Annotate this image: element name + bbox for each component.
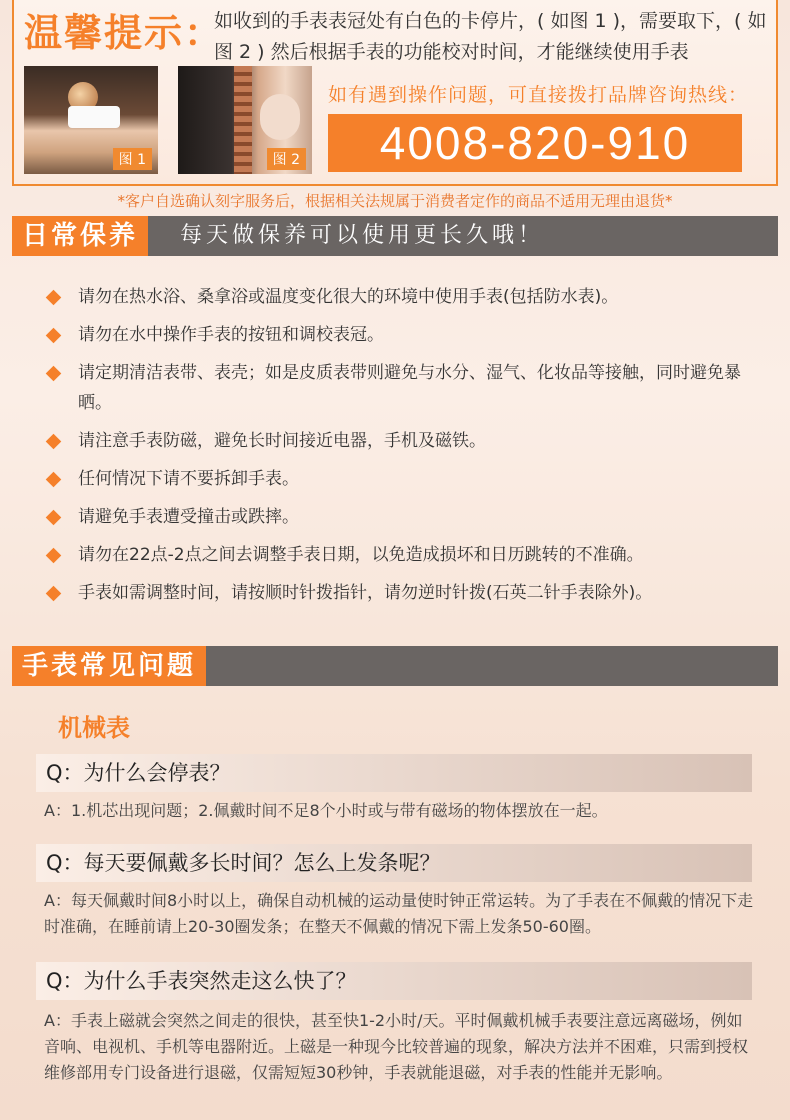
diamond-bullet-icon [46,366,62,382]
list-item: 请注意手表防磁，避免长时间接近电器，手机及磁铁。 [46,426,766,456]
list-item: 请勿在热水浴、桑拿浴或温度变化很大的环境中使用手表(包括防水表)。 [46,282,766,312]
list-item: 请勿在22点-2点之间去调整手表日期，以免造成损坏和日历跳转的不准确。 [46,540,766,570]
list-item: 请勿在水中操作手表的按钮和调校表冠。 [46,320,766,350]
faq-question: Q：为什么会停表？ [36,754,752,792]
faq-question: Q：为什么手表突然走这么快了？ [36,962,752,1000]
hotline-label: 如有遇到操作问题，可直接拨打品牌咨询热线： [328,84,749,106]
care-subtitle: 每天做保养可以使用更长久哦！ [180,223,545,248]
photo1-caption: 图 1 [113,148,152,170]
diamond-bullet-icon [46,328,62,344]
faq-header-tag: 手表常见问题 [12,646,206,686]
notice-title: 温馨提示： [24,11,225,55]
finger-image [260,94,300,140]
diamond-bullet-icon [46,548,62,564]
hotline-number[interactable]: 4008-820-910 [328,114,742,172]
disclaimer: *客户自选确认刻字服务后，根据相关法规属于消费者定作的商品不适用无理由退货* [117,192,673,210]
white-clip-image [68,106,120,128]
notice-text: 如收到的手表表冠处有白色的卡停片，( 如图 1 )，需要取下，( 如图 2 ) 然后根据手表的功能校对时间，才能继续使用手表 [214,10,767,63]
faq-answer: A：每天佩戴时间8小时以上，确保自动机械的运动量使时钟正常运转。为了手表在不佩戴的情况下走时准确，在睡前请上20-30圈发条；在整天不佩戴的情况下需上发条50-60圈。 [44,891,754,936]
list-item: 请避免手表遭受撞击或跌摔。 [46,502,766,532]
photo-remove-clip [178,66,312,174]
diamond-bullet-icon [46,472,62,488]
photo2-caption: 图 2 [267,148,306,170]
list-item: 手表如需调整时间，请按顺时针拨指针，请勿逆时针拨(石英二针手表除外)。 [46,578,766,608]
diamond-bullet-icon [46,434,62,450]
faq-answer: A：手表上磁就会突然之间走的很快，甚至快1-2小时/天。平时佩戴机械手表要注意远离磁场，例如音响、电视机、手机等电器附近。上磁是一种现今比较普遍的现象，解决方法并不困难，只需到授权维修部用专门设备进行退磁，仅需短短30秒钟，手表就能退磁，对手表的性能并无影响。 [44,1011,749,1082]
diamond-bullet-icon [46,290,62,306]
photo-crown-clip [24,66,158,174]
watch-crown-side-image [234,66,252,174]
care-list [46,282,766,616]
diamond-bullet-icon [46,586,62,602]
faq-question: Q：每天要佩戴多长时间？怎么上发条呢？ [36,844,752,882]
list-item: 请定期清洁表带、表壳；如是皮质表带则避免与水分、湿气、化妆品等接触，同时避免暴晒。 [46,358,766,418]
faq-category: 机械表 [58,714,130,742]
diamond-bullet-icon [46,510,62,526]
care-header-tag: 日常保养 [12,216,148,256]
list-item: 任何情况下请不要拆卸手表。 [46,464,766,494]
faq-answer: A：1.机芯出现问题；2.佩戴时间不足8个小时或与带有磁场的物体摆放在一起。 [44,801,608,820]
